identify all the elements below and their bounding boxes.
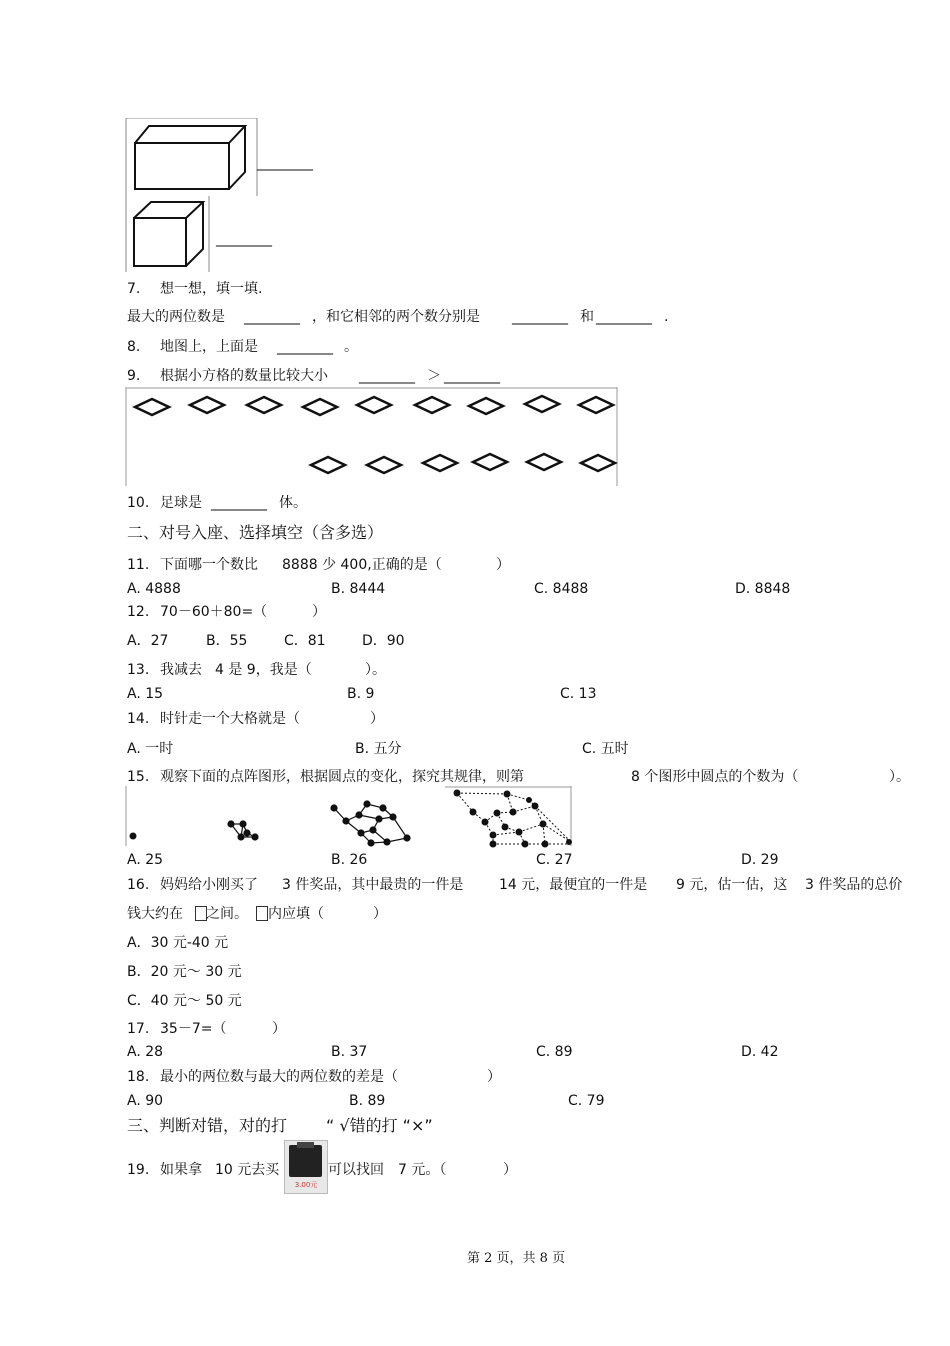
q19-number: 19.: [127, 1162, 150, 1178]
q19-text-a: 如果拿: [160, 1162, 202, 1178]
diamond-bottom-2: [367, 457, 401, 473]
q13-number: 13.: [127, 662, 150, 678]
q16-close: ）: [373, 906, 387, 922]
q11-text-a: 下面哪一个数比: [160, 557, 258, 573]
q8-end: 。: [344, 339, 358, 355]
dot-pattern-2: [228, 821, 258, 840]
q11-option-a[interactable]: A. 4888: [127, 581, 181, 597]
diamond-top-9: [579, 397, 613, 413]
q17-option-b[interactable]: B. 37: [331, 1044, 368, 1060]
cube-figure: [125, 196, 211, 272]
diamond-top-2: [190, 397, 224, 413]
q10-text: 足球是: [160, 495, 202, 511]
q13-option-a[interactable]: A. 15: [127, 686, 164, 702]
q11-option-d[interactable]: D. 8848: [735, 581, 791, 597]
diamond-top-5: [357, 397, 391, 413]
q16-box-2: [256, 906, 268, 921]
diamond-top-3: [247, 397, 281, 413]
diamond-top-7: [469, 398, 503, 414]
q9-number: 9.: [127, 368, 141, 384]
q13-option-b[interactable]: B. 9: [347, 686, 375, 702]
q12-number: 12.: [127, 604, 150, 620]
q17-number: 17.: [127, 1021, 150, 1037]
q11-option-b[interactable]: B. 8444: [331, 581, 386, 597]
q12-option-c[interactable]: C．81: [284, 633, 326, 649]
q12-option-b[interactable]: B．55: [206, 633, 248, 649]
q16-line2-a: 钱大约在: [127, 906, 183, 922]
q18-option-c[interactable]: C. 79: [568, 1093, 605, 1109]
diamond-bottom-6: [581, 455, 615, 471]
dot-pattern-4: [454, 790, 572, 847]
diamond-figure: [125, 387, 619, 486]
q19-text-c: 可以找回: [328, 1162, 384, 1178]
q15-option-b[interactable]: B. 26: [331, 852, 368, 868]
q7-blank-1[interactable]: ________: [244, 309, 300, 325]
q15-option-c[interactable]: C. 27: [536, 852, 573, 868]
q11-text-b: 8888 少 400,正确的是（: [282, 557, 442, 573]
diamond-bottom-1: [311, 457, 345, 473]
q17-option-a[interactable]: A. 28: [127, 1044, 164, 1060]
q8-blank[interactable]: ________: [277, 339, 333, 355]
q14-option-c[interactable]: C. 五时: [582, 741, 629, 757]
q19-text-b: 10 元去买: [215, 1162, 280, 1178]
page-footer: 第 2 页，共 8 页: [467, 1251, 566, 1266]
ink-bottle-icon: [289, 1145, 322, 1177]
ink-price-tag: 3.00元: [294, 1181, 318, 1189]
q16-text-b: 3 件奖品，其中最贵的一件是: [282, 877, 464, 893]
q16-text-d: 9 元，估一估，这: [676, 877, 788, 893]
q9-blank-1[interactable]: ________: [359, 368, 415, 384]
q9-text: 根据小方格的数量比较大小: [160, 368, 328, 384]
q12-text: 70－60＋80=（: [160, 604, 268, 620]
q11-close: ）: [496, 557, 510, 573]
section-2-title: 二、对号入座、选择填空（含多选）: [127, 523, 384, 542]
q17-close: ）: [272, 1021, 286, 1037]
q13-option-c[interactable]: C. 13: [560, 686, 597, 702]
q12-option-a[interactable]: A．27: [127, 633, 169, 649]
q16-option-a[interactable]: A．30 元-40 元: [127, 935, 229, 951]
q11-number: 11.: [127, 557, 150, 573]
q14-number: 14.: [127, 711, 150, 727]
q15-close: ）。: [889, 769, 910, 785]
q6-blank-1[interactable]: ________: [257, 155, 313, 171]
q7-blank-3[interactable]: ________: [596, 309, 652, 325]
diamond-top-6: [415, 397, 449, 413]
q18-text: 最小的两位数与最大的两位数的差是（: [160, 1069, 398, 1085]
q15-number: 15.: [127, 769, 150, 785]
diamond-bottom-4: [473, 454, 507, 470]
q14-close: ）: [370, 711, 384, 727]
q9-gt: ＞: [427, 368, 441, 384]
ink-bottle-cap-icon: [297, 1142, 314, 1148]
diamond-top-4: [303, 399, 337, 415]
q8-number: 8.: [127, 339, 141, 355]
section-3-title-b: “ √错的打 “×”: [326, 1116, 433, 1135]
q14-text: 时针走一个大格就是（: [160, 711, 300, 727]
q17-text: 35－7=（: [160, 1021, 227, 1037]
section-3-title-a: 三、判断对错，对的打: [127, 1116, 288, 1135]
diamond-top-8: [525, 396, 559, 412]
q16-option-c[interactable]: C．40 元～ 50 元: [127, 993, 242, 1009]
q11-option-c[interactable]: C. 8488: [534, 581, 589, 597]
diamond-bottom-5: [527, 454, 561, 470]
cuboid-figure: [125, 118, 259, 196]
q19-text-d: 7 元。（: [398, 1162, 447, 1178]
q12-option-d[interactable]: D．90: [362, 633, 405, 649]
q17-option-c[interactable]: C. 89: [536, 1044, 573, 1060]
q7-title: 想一想，填一填.: [160, 281, 263, 297]
q7-label-a: 最大的两位数是: [127, 309, 225, 325]
q18-number: 18.: [127, 1069, 150, 1085]
diamond-top-1: [135, 399, 169, 415]
q7-number: 7.: [127, 281, 141, 297]
q13-text-a: 我减去: [160, 662, 202, 678]
q19-close: ）: [503, 1162, 517, 1178]
q13-close: ）。: [365, 662, 386, 678]
q18-option-a[interactable]: A. 90: [127, 1093, 164, 1109]
q16-text-e: 3 件奖品的总价: [805, 877, 903, 893]
q17-option-d[interactable]: D. 42: [741, 1044, 779, 1060]
q16-line2-c: 内应填（: [268, 906, 324, 922]
q6-blank-2[interactable]: ________: [216, 231, 272, 247]
q16-number: 16.: [127, 877, 150, 893]
q16-text-a: 妈妈给小刚买了: [160, 877, 258, 893]
q10-number: 10.: [127, 495, 150, 511]
q15-text-a: 观察下面的点阵图形，根据圆点的变化，探究其规律，则第: [160, 769, 524, 785]
q10-end: 体。: [279, 495, 307, 511]
q16-option-b[interactable]: B．20 元～ 30 元: [127, 964, 242, 980]
q16-text-c: 14 元，最便宜的一件是: [499, 877, 648, 893]
q14-option-a[interactable]: A. 一时: [127, 741, 174, 757]
diamond-bottom-3: [423, 455, 457, 471]
q8-text: 地图上，上面是: [160, 339, 258, 355]
q18-close: ）: [487, 1069, 501, 1085]
q13-text-b: 4 是 9，我是（: [215, 662, 312, 678]
q7-end: .: [664, 309, 669, 325]
q15-option-a[interactable]: A. 25: [127, 852, 164, 868]
q12-close: ）: [312, 604, 326, 620]
q7-label-b: ，和它相邻的两个数分别是: [312, 309, 480, 325]
q10-blank[interactable]: ________: [211, 495, 267, 511]
q14-option-b[interactable]: B. 五分: [355, 741, 402, 757]
q9-blank-2[interactable]: ________: [444, 368, 500, 384]
q7-blank-2[interactable]: ________: [512, 309, 568, 325]
q15-option-d[interactable]: D. 29: [741, 852, 779, 868]
ink-bottle-image: [284, 1140, 328, 1194]
dot-pattern-figure: [125, 786, 573, 848]
q7-and: 和: [580, 309, 594, 325]
q18-option-b[interactable]: B. 89: [349, 1093, 386, 1109]
dot-pattern-1: [130, 833, 137, 840]
dot-pattern-3: [331, 801, 410, 846]
q15-text-b: 8 个图形中圆点的个数为（: [631, 769, 799, 785]
q16-line2-b: 之间。: [206, 906, 248, 922]
